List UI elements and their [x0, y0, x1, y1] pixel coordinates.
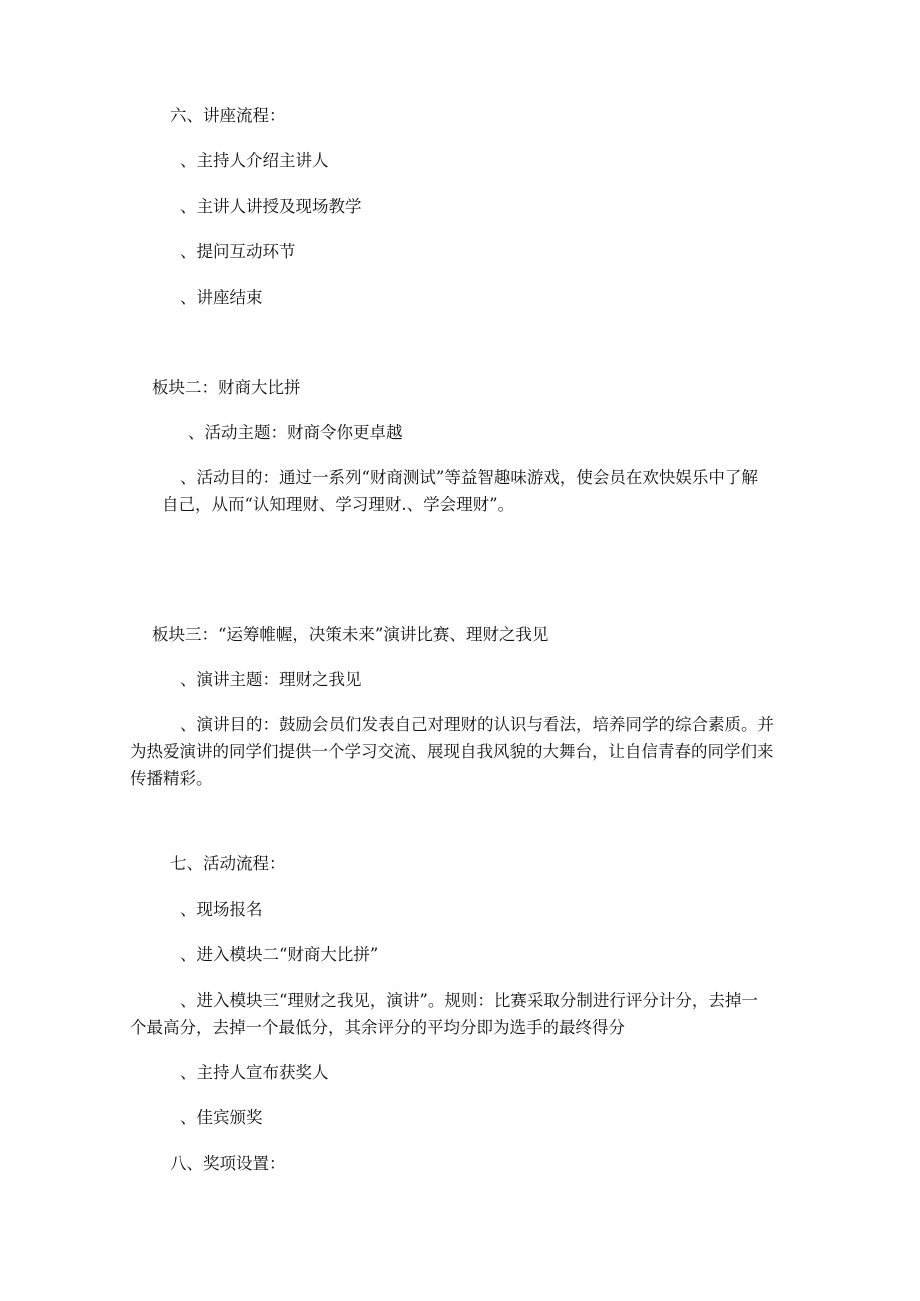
section-7-item-4: 、主持人宣布获奖人 [180, 1063, 329, 1082]
block-2-purpose-line-2: 自己，从而“认知理财、学习理财.、学会理财”。 [162, 495, 515, 514]
section-7-item-5: 、佳宾颁奖 [180, 1108, 263, 1127]
block-2-theme: 、活动主题：财商令你更卓越 [188, 423, 403, 442]
section-7-item-2: 、进入模块二“财商大比拼” [180, 945, 379, 964]
section-7-item-3-line-2: 个最高分，去掉一个最低分，其余评分的平均分即为选手的最终得分 [130, 1018, 625, 1037]
block-3-theme: 、演讲主题：理财之我见 [180, 670, 362, 689]
section-7-item-3-line-1: 、进入模块三“理财之我见，演讲”。规则：比赛采取分制进行评分计分，去掉一 [180, 991, 758, 1010]
section-8-heading: 八、奖项设置： [170, 1154, 286, 1173]
section-6-item-1: 、主持人介绍主讲人 [180, 151, 329, 170]
block-2-purpose-line-1: 、活动目的：通过一系列“财商测试”等益智趣味游戏，使会员在欢快娱乐中了解 [180, 468, 758, 487]
block-3-purpose-line-3: 传播精彩。 [130, 769, 213, 788]
section-6-item-3: 、提问互动环节 [180, 242, 296, 261]
section-7-item-1: 、现场报名 [180, 900, 263, 919]
block-2-heading: 板块二：财商大比拼 [152, 378, 301, 397]
section-6-heading: 六、讲座流程： [170, 106, 286, 125]
block-3-heading: 板块三：“运筹帷幄，决策未来”演讲比赛、理财之我见 [152, 625, 549, 644]
block-3-purpose-line-2: 为热爱演讲的同学们提供一个学习交流、展现自我风貌的大舞台，让自信青春的同学们来 [130, 742, 774, 761]
section-6-item-4: 、讲座结束 [180, 288, 263, 307]
block-3-purpose-line-1: 、演讲目的：鼓励会员们发表自己对理财的认识与看法，培养同学的综合素质。并 [180, 715, 774, 734]
section-6-item-2: 、主讲人讲授及现场教学 [180, 197, 362, 216]
section-7-heading: 七、活动流程： [170, 854, 286, 873]
